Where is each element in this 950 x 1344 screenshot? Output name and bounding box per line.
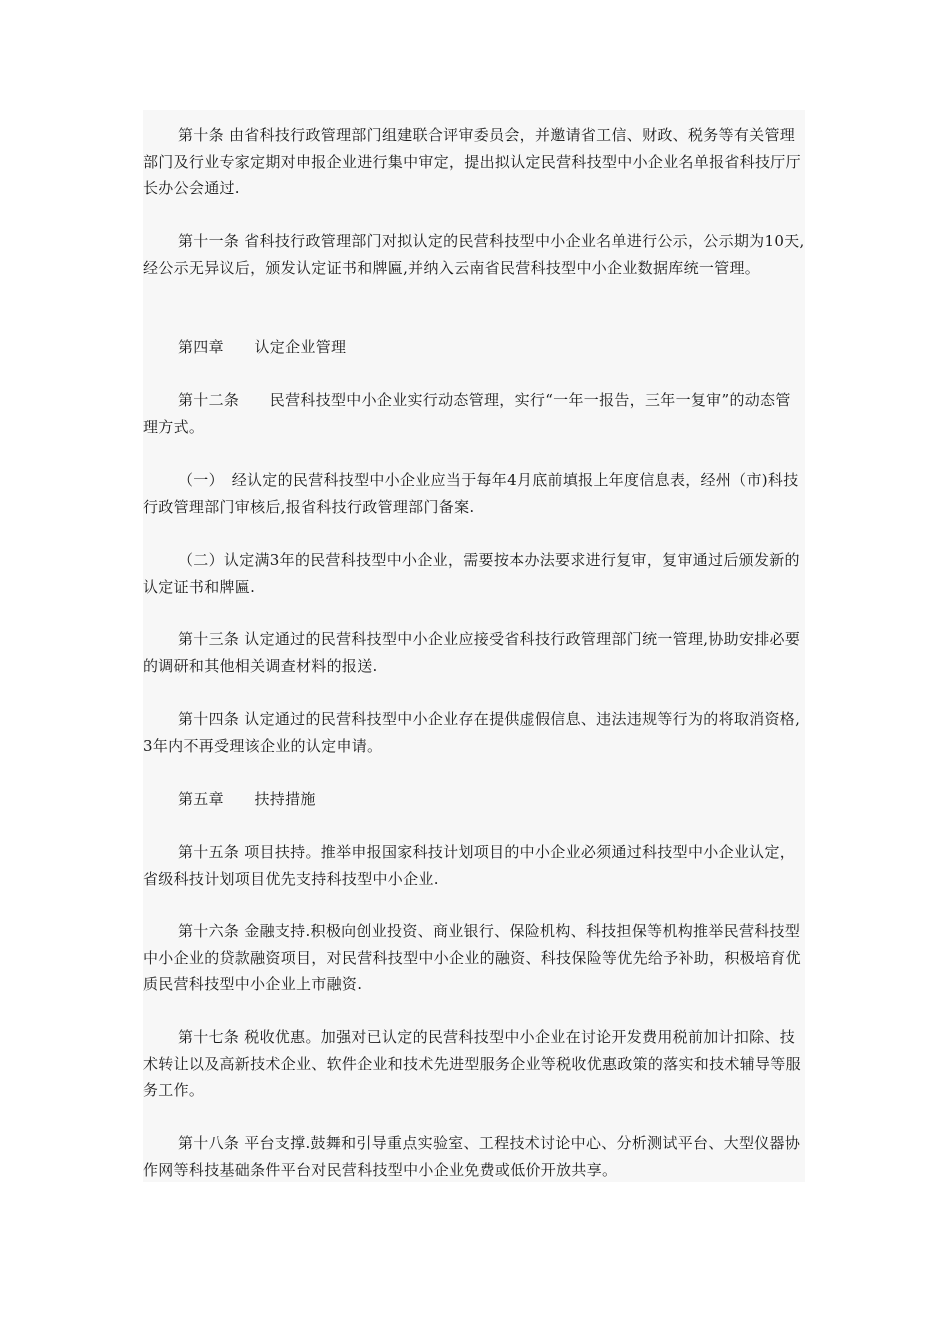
article-18-paragraph: 第十八条 平台支撑.鼓舞和引导重点实验室、工程技术讨论中心、分析测试平台、大型仪器协作网等科技基础条件平台对民营科技型中小企业免费或低价开放共享。 [143,1134,801,1179]
item-2-paragraph: （二）认定满3年的民营科技型中小企业，需要按本办法要求进行复审，复审通过后颁发新的认定证书和牌匾. [143,551,800,596]
article-17-paragraph: 第十七条 税收优惠。加强对已认定的民营科技型中小企业在讨论开发费用税前加计扣除、技术转让以及高新技术企业、软件企业和技术先进型服务企业等税收优惠政策的落实和技术辅导等服务工作。 [143,1028,801,1099]
article-14-paragraph: 第十四条 认定通过的民营科技型中小企业存在提供虚假信息、违法违规等行为的将取消资格,3年内不再受理该企业的认定申请。 [143,710,801,755]
article-11-paragraph: 第十一条 省科技行政管理部门对拟认定的民营科技型中小企业名单进行公示，公示期为10天,经公示无异议后，颁发认定证书和牌匾,并纳入云南省民营科技型中小企业数据库统一管理。 [143,232,805,277]
chapter-4-heading: 第四章 认定企业管理 [178,338,347,356]
article-16-paragraph: 第十六条 金融支持.积极向创业投资、商业银行、保险机构、科技担保等机构推举民营科技型中小企业的贷款融资项目，对民营科技型中小企业的融资、科技保险等优先给予补助，积极培育优质民营科技型中小企业上市融资. [143,922,801,993]
article-15-paragraph: 第十五条 项目扶持。推举申报国家科技计划项目的中小企业必须通过科技型中小企业认定，省级科技计划项目优先支持科技型中小企业. [143,843,796,888]
article-12-paragraph: 第十二条 民营科技型中小企业实行动态管理，实行“一年一报告，三年一复审”的动态管理方式。 [143,391,791,436]
article-13-paragraph: 第十三条 认定通过的民营科技型中小企业应接受省科技行政管理部门统一管理,协助安排必要的调研和其他相关调查材料的报送. [143,630,801,675]
chapter-5-heading: 第五章 扶持措施 [178,790,316,808]
document-body [143,110,805,1182]
item-1-paragraph: （一） 经认定的民营科技型中小企业应当于每年4月底前填报上年度信息表，经州（市)科技行政管理部门审核后,报省科技行政管理部门备案. [143,471,799,516]
article-10-paragraph: 第十条 由省科技行政管理部门组建联合评审委员会，并邀请省工信、财政、税务等有关管理部门及行业专家定期对申报企业进行集中审定，提出拟认定民营科技型中小企业名单报省科技厅厅长办公会通过. [143,126,801,197]
